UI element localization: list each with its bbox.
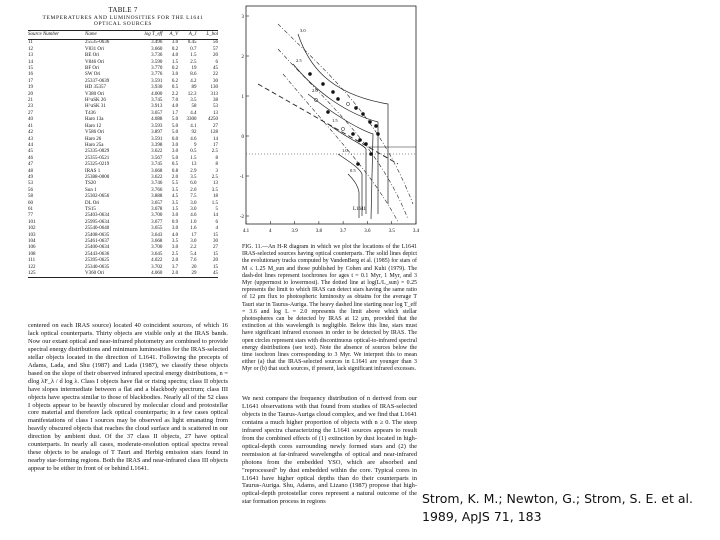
table-cell: 15 — [213, 264, 218, 270]
y-axis-ticks — [240, 15, 249, 220]
table-cell: 4.0 — [171, 53, 179, 59]
table-cell: 4.060 — [129, 271, 162, 278]
table-cell: 2.5 — [211, 174, 218, 180]
table-cell: 5.4 — [190, 251, 197, 257]
table-cell: TS20 — [85, 181, 96, 187]
plot-frame — [246, 6, 416, 224]
table-cell: 21 — [28, 98, 33, 104]
track-labels — [296, 28, 356, 173]
star-point — [346, 102, 349, 105]
table-cell: 13 — [191, 162, 197, 168]
table-cell: 125 — [28, 271, 85, 278]
table-cell: V831 Ori — [85, 46, 105, 52]
table-cell: 1.5 — [190, 53, 197, 59]
track-mass-label: 1.5 — [332, 118, 338, 123]
star-point — [308, 72, 311, 75]
table-cell: 0.2 — [171, 66, 179, 72]
x-tick-label: 3.5 — [388, 229, 395, 234]
table-cell: 46 — [28, 155, 33, 161]
table-cell: 25443-0636 — [85, 251, 110, 257]
star-point — [336, 97, 339, 100]
table-cell: 3.702 — [151, 264, 163, 270]
table-cell: 3.668 — [151, 239, 163, 244]
table-cell: 2.0 — [162, 271, 178, 278]
x-tick-label: 3.8 — [315, 229, 322, 234]
table-cell: 25400-0634 — [85, 245, 110, 251]
table-cell: 122 — [28, 264, 36, 270]
table-cell: 49 — [28, 174, 33, 180]
table-cell: 1.5 — [171, 59, 179, 65]
table-cell: 4.022 — [151, 258, 163, 264]
table-cell: 3.745 — [151, 98, 163, 104]
table-cell: 25325-0219 — [85, 162, 110, 168]
table-cell: 3.0 — [171, 213, 179, 219]
table-cell: 6.0 — [171, 136, 179, 142]
table-cell: BF Ori — [85, 66, 100, 72]
body-text-left: centered on each IRAS source) located 40 coincident sources, of which 16 lack optical counterparts. Thirty objects are visible only at the IRAS bands. Now our extant optical and near-infrared photometry are combined to provide spectral energy distributions and minimum luminosities for the IRAS-selected stellar objects located in the direction of L1641. Following the precepts of Adams, Lada, and Shu (1987) and Lada (1987), we classify these objects based on the slope of their observed infrared spectral energy distributions, n = dlog λF_λ / d log λ. Class I objects have flat or rising spectra; class II objects have slopes intermediate between a flat and a blackbody spectrum; class III objects have spectra similar to those of blackbodies. Nearly all of the 52 class I objects appear to be heavily obscured by molecular cloud and protostellar core material and therefore lack optical counterparts; in a few cases optical manifestations of class I sources may be observed as light emanating from heavily obscured objects that reaches the cloud surface and is scattered in our direction by ambient dust. Of the 37 class II objects, 27 have optical counterparts. In nearly all cases, moderate-resolution optical spectra reveal these objects to be analogs of T Tauri and Herbig emission stars found in nearby star-forming regions. Both the IRAS and near-infrared class III objects appear to be either in front of or behind L1641. — [28, 322, 228, 473]
table-cell: 4.2 — [190, 78, 197, 84]
table-cell: 1.5 — [190, 155, 197, 161]
table-cell: 20 — [191, 264, 197, 270]
table-cell: Haro 26 — [85, 136, 102, 142]
table-cell: 3.746 — [151, 181, 163, 187]
table-cell: 25403-0634 — [85, 213, 110, 219]
x-axis-ticks — [243, 221, 420, 234]
table-cell: 16 — [28, 72, 33, 78]
table-cell: 101 — [28, 219, 36, 225]
table-cell: 17 — [213, 142, 218, 148]
table-cell: 0.5 — [171, 162, 179, 168]
table-cell: 30 — [213, 239, 218, 244]
table-cell: 3.913 — [151, 104, 163, 110]
table-cell: 3.7 — [171, 264, 179, 270]
data-table-block — [28, 6, 218, 278]
table-cell: 29 — [178, 271, 196, 278]
table-cell: 11 — [28, 40, 33, 46]
table-cell: 4.0 — [171, 104, 179, 110]
table-cell: 2.9 — [190, 168, 197, 174]
table-cell: 0.7 — [190, 46, 197, 52]
track-mass-label: 2.0 — [312, 88, 318, 93]
table-cell: 0.9 — [171, 219, 179, 225]
table-cell: 15 — [213, 232, 218, 238]
table-cell: 41 — [28, 123, 33, 129]
table-cell: 3.5 — [190, 174, 197, 180]
table-cell: 13 — [213, 110, 218, 116]
table-cell: Haro 13a — [85, 117, 104, 123]
table-cell: HD 35357 — [85, 85, 107, 91]
star-point — [321, 82, 324, 85]
table-cell: H^aSK 26 — [85, 98, 106, 104]
table-header-row — [28, 31, 218, 40]
table-cell: 4.0 — [171, 232, 179, 238]
table-cell: 53 — [28, 181, 33, 187]
table-cell: 3.622 — [151, 174, 163, 180]
table-cell: 77 — [28, 213, 33, 219]
table-cell: 27 — [28, 110, 33, 116]
table-cell: 3.496 — [151, 40, 163, 46]
table-cell: 3.736 — [151, 53, 163, 59]
table-cell: 53 — [213, 104, 218, 110]
table-cell: 1.5 — [171, 206, 179, 212]
table-cell: 2.0 — [190, 187, 197, 193]
table-cell: 3.5 — [171, 187, 179, 193]
table-cell: 3.398 — [151, 142, 163, 148]
table-cell: IRAS 1 — [85, 168, 101, 174]
track-mass-label: 3.0 — [300, 28, 306, 33]
table-cell: 0.5 — [190, 149, 197, 155]
table-cell: DL Ori — [85, 200, 100, 206]
table-cell: 45 — [213, 66, 218, 72]
table-cell: 14 — [213, 136, 218, 142]
table-cell: 4.6 — [190, 213, 197, 219]
x-tick-label: 3.7 — [340, 229, 347, 234]
table-cell: 13 — [213, 181, 218, 187]
table-cell: 0.2 — [171, 46, 179, 52]
iras-detection-limit — [258, 84, 398, 164]
table-cell: 3.593 — [151, 123, 163, 129]
table-cell: 4.088 — [151, 117, 163, 123]
isochrone-line — [283, 74, 398, 222]
table-header-cell: A_V — [162, 31, 178, 40]
y-tick-label: -1 — [239, 175, 244, 180]
table-cell: 3.0 — [190, 239, 197, 244]
table-cell: 3.0 — [171, 142, 179, 148]
table-cell: 3.678 — [151, 206, 163, 212]
table-cell: 3.745 — [151, 162, 163, 168]
table-cell: 25461-0637 — [85, 239, 110, 244]
table-cell: 20 — [213, 258, 218, 264]
table-cell: 43 — [28, 136, 33, 142]
table-cell: V846 Ori — [85, 59, 105, 65]
table-body — [28, 40, 218, 278]
star-point — [374, 124, 377, 127]
star-point — [358, 138, 361, 141]
table-header-cell: L_bol — [197, 31, 218, 40]
table-cell: 5.0 — [171, 155, 179, 161]
table-cell: 5.5 — [171, 181, 179, 187]
table-cell: 4.6 — [190, 136, 197, 142]
table-cell: 25540-0640 — [85, 226, 110, 232]
table-cell: 15 — [28, 66, 33, 72]
table-cell: 27 — [213, 245, 218, 251]
table-header-cell: Name — [85, 31, 129, 40]
table-cell: 2.5 — [190, 59, 197, 65]
isochrone-line — [278, 24, 413, 204]
table-cell: 3300 — [186, 117, 197, 123]
table-cell: 2.5 — [171, 251, 179, 257]
table-cell: 8 — [215, 162, 218, 168]
table-cell: 40 — [28, 117, 33, 123]
table-cell: 3.660 — [151, 46, 163, 52]
table-cell: 23 — [28, 104, 33, 110]
table-cell: 17 — [28, 78, 33, 84]
star-point — [351, 132, 354, 135]
table-cell: 3.657 — [151, 200, 163, 206]
table-cell: BE Ori — [85, 53, 100, 59]
table-cell: 25995-0634 — [85, 219, 110, 225]
body-text-right: We next compare the frequency distribution of n derived from our L1641 observations with that found from studies of IRAS-selected objects in the Taurus-Auriga cloud complex, and we find that L1641 contains a much higher proportion of objects with n ≥ 0. The steep infrared spectra characterizing the L1641 sources appears to result from the combined effects of (1) extinction by dust located in high-optical-depth cores surrounding newly formed stars and (2) the reemission at far-infrared wavelengths of optical and near-infrared photons from the embedded YSO, which are absorbed and "reprocessed" by dust embedded within the core. Typical cores in L1641 have higher optical depths than do their counterparts in Taurus-Auriga. Shu, Adams, and Lizano (1987) propose that high-optical-depth protostellar cores represent a natural outcome of the star formation process in regions — [242, 395, 417, 506]
table-cell: 3.930 — [151, 85, 163, 91]
table-cell: 3.0 — [171, 40, 179, 46]
table-cell: SW Ori — [85, 72, 101, 78]
table-cell: 20 — [28, 91, 33, 97]
table-cell: 30 — [213, 78, 218, 84]
table-cell: 106 — [28, 245, 36, 251]
table-cell: 58 — [28, 194, 33, 200]
table-cell: 12 — [28, 46, 33, 52]
table-cell: 3.591 — [151, 136, 163, 142]
table-cell: 92 — [191, 130, 197, 136]
table-cell: 5 — [215, 206, 218, 212]
table-cell: 25302-0656 — [85, 194, 110, 200]
star-point — [326, 110, 329, 113]
table-cell: TS15 — [85, 206, 96, 212]
table-cell: 22 — [213, 72, 218, 78]
table-cell: 4250 — [208, 117, 218, 123]
table-cell: 89 — [191, 85, 197, 91]
table-cell: 3.0 — [171, 72, 179, 78]
table-cell: 1.7 — [171, 110, 179, 116]
table-cell: 2.2 — [171, 91, 179, 97]
table-cell: 25335-0029 — [85, 149, 110, 155]
star-point — [341, 127, 344, 130]
table-cell: 104 — [28, 239, 36, 244]
table-header-cell: log T_eff — [129, 31, 162, 40]
table-cell: 313 — [210, 91, 218, 97]
table-cell: Haro 12 — [85, 123, 102, 129]
table-cell: 2.5 — [211, 149, 218, 155]
table-cell: 6.2 — [171, 78, 179, 84]
table-cell: 3.888 — [151, 194, 163, 200]
table-cell: 4.4 — [190, 110, 197, 116]
table-cell: 3.0 — [171, 226, 179, 232]
table-header-cell: Source Number — [28, 31, 85, 40]
table-cell: 45 — [28, 149, 33, 155]
table-cell: 25337-0639 — [85, 78, 110, 84]
table-cell: 3.770 — [151, 66, 163, 72]
table-cell: 3.567 — [151, 155, 163, 161]
table-cell: 2.2 — [190, 245, 197, 251]
table-cell: 20 — [213, 53, 218, 59]
x-tick-label: 4.1 — [242, 229, 250, 234]
table-cell: 8 — [215, 155, 218, 161]
evolutionary-track — [293, 64, 378, 214]
citation-text: Strom, K. M.; Newton, G.; Strom, S. E. et al. 1989, ApJS 71, 183 — [422, 491, 693, 524]
table-cell: 130 — [210, 85, 218, 91]
table-cell: 12.3 — [187, 91, 197, 97]
table-cell: 6 — [215, 219, 218, 225]
table-cell: 3.677 — [151, 219, 163, 225]
table-title: TABLE 7 — [108, 6, 138, 14]
table-cell: 3.0 — [190, 206, 197, 212]
table-cell: 1.0 — [190, 219, 197, 225]
table-subtitle: TEMPERATURES AND LUMINOSITIES FOR THE L1641 OPTICAL SOURCES — [42, 15, 204, 27]
table-cell: 56 — [28, 187, 33, 193]
table-cell: 42 — [28, 130, 33, 136]
table-cell: 3.0 — [171, 245, 179, 251]
table-cell: 4 — [215, 226, 218, 232]
table-cell: 5.0 — [171, 117, 179, 123]
y-tick-label: 1 — [241, 95, 244, 100]
star-point — [361, 112, 364, 115]
table-cell: 3.643 — [151, 232, 163, 238]
x-tick-label: 4 — [269, 229, 272, 234]
table-cell: 14 — [213, 213, 218, 219]
y-tick-label: 3 — [241, 15, 244, 20]
star-point — [368, 120, 371, 123]
x-tick-label: 3.6 — [364, 229, 371, 234]
star-point — [369, 152, 372, 155]
table-cell: 5.0 — [171, 123, 179, 129]
table-cell: 3.5 — [190, 98, 197, 104]
table-cell: 18 — [213, 194, 218, 200]
table-cell: V380 Ori — [85, 91, 105, 97]
table-cell: 3.0 — [171, 149, 179, 155]
table-cell: 4.5 — [171, 194, 179, 200]
table-row — [28, 271, 218, 278]
track-mass-label: 0.5 — [350, 168, 356, 173]
table-cell: 3.0 — [190, 200, 197, 206]
table-cell: 111 — [28, 258, 36, 264]
table-cell: 2.0 — [171, 258, 179, 264]
table-cell: 5.0 — [171, 130, 179, 136]
table-cell: 15 — [213, 251, 218, 257]
table-cell: 25340-0635 — [85, 264, 110, 270]
table-cell: 61 — [28, 206, 33, 212]
table-cell: 3.700 — [151, 245, 163, 251]
hr-diagram — [238, 4, 423, 240]
track-mass-label: 2.5 — [296, 58, 302, 63]
table-cell: 17 — [191, 232, 197, 238]
table-cell: 102 — [28, 226, 36, 232]
evolutionary-track — [328, 124, 366, 214]
table-cell: 38 — [213, 98, 218, 104]
table-cell: 27 — [213, 123, 218, 129]
table-cell: 3.776 — [151, 72, 163, 78]
table-cell: T436 — [85, 110, 96, 116]
table-cell: 4.1 — [190, 123, 197, 129]
table-cell: 3 — [215, 168, 218, 174]
table-cell: 3.657 — [151, 110, 163, 116]
table-cell: 25355-0521 — [85, 155, 110, 161]
table-cell: 45 — [197, 271, 218, 278]
table-cell: 1.6 — [190, 226, 197, 232]
table-cell: 6 — [215, 59, 218, 65]
table-cell: 2.0 — [171, 174, 179, 180]
table-cell: 6.0 — [190, 181, 197, 187]
table-cell: 3.700 — [151, 213, 163, 219]
table-cell: 7.6 — [190, 258, 197, 264]
table-cell: 58 — [191, 104, 197, 110]
table-row — [28, 40, 218, 47]
table-cell: H^aSK 31 — [85, 104, 106, 110]
y-tick-label: 2 — [241, 55, 244, 60]
table-cell: V586 Ori — [85, 130, 105, 136]
table-cell: 48 — [28, 168, 33, 174]
table-cell: Haro 25a — [85, 142, 104, 148]
table-cell: 0.8 — [171, 168, 179, 174]
y-tick-label: 0 — [241, 135, 244, 140]
luminosity-table — [28, 30, 218, 278]
table-cell: 3.622 — [151, 149, 163, 155]
table-cell: 3.645 — [151, 251, 163, 257]
figure-caption: FIG. 11.—An H-R diagram in which we plot the locations of the L1641 IRAS-selected sources having optical counterparts. The solid lines depict the evolutionary tracks computed by VandenBerg et al. (1985) for stars of M ≤ 1.25 M_sun and those published by Cohen and Kuhi (1979). The dash-dot lines represent isochrones for ages t = 0.1 Myr, 1 Myr, and 3 Myr (uppermost to lowermost). The dotted line at log(L/L_sun) = 0.25 represents the limit to which IRAS can detect stars having the same ratio of 12 μm flux to photospheric luminosity as obtains for the average T Tauri star in Taurus-Auriga. The heavy dashed line starting near log T_eff = 3.6 and log L = 2.0 represents the limit above which stellar photospheres can be detected by IRAS at 12 μm, provided that the extinction at this wavelength is negligible. Below this line, stars must have significant infrared excesses in order to be detected by IRAS. The open circles represent stars with discontinuous optical-to-infrared spectral energy distributions (see text). Note the absence of sources below the time isochron lines corresponding to 3 Myr. We interpret this to mean either (a) that the IRAS-selected sources in L1641 are younger than 3 Myr or (b) that such sources, if present, lack significant infrared excesses. — [242, 244, 417, 373]
table-cell: 3.591 — [151, 78, 163, 84]
table-cell: 3.5 — [211, 187, 218, 193]
table-cell: 13 — [28, 53, 33, 59]
table-cell: 25388-0000 — [85, 174, 110, 180]
star-point — [364, 142, 367, 145]
table-cell: 19 — [191, 66, 197, 72]
star-point — [356, 162, 359, 165]
table-cell: 128 — [210, 130, 218, 136]
table-cell: 19 — [28, 85, 33, 91]
region-label: L1641 — [353, 207, 367, 212]
table-cell: 3.897 — [151, 130, 163, 136]
table-cell: 14 — [28, 59, 33, 65]
x-tick-label: 3.4 — [412, 229, 420, 234]
table-cell: 3.5 — [171, 200, 179, 206]
table-cell: 7.5 — [190, 194, 197, 200]
star-point — [354, 106, 357, 109]
table-cell: 3.766 — [151, 187, 163, 193]
table-cell: 1.5 — [211, 200, 218, 206]
table-cell: 25408-0635 — [85, 232, 110, 238]
table-cell: V360 Ori — [85, 271, 129, 278]
table-cell: 3.655 — [151, 226, 163, 232]
table-header-cell: A_J — [178, 31, 196, 40]
table-cell: 3.590 — [151, 59, 163, 65]
table-cell: 60 — [28, 200, 33, 206]
star-point — [331, 90, 334, 93]
table-cell: Sun 1 — [85, 187, 97, 193]
table-cell: 108 — [28, 251, 36, 257]
table-cell: 8.6 — [190, 72, 197, 78]
table-cell: 9 — [194, 142, 197, 148]
table-cell: 44 — [28, 142, 33, 148]
star-point — [376, 132, 379, 135]
y-tick-label: -2 — [239, 215, 244, 220]
table-cell: 47 — [28, 162, 33, 168]
x-tick-label: 3.9 — [291, 229, 298, 234]
table-cell: 25535-0636 — [85, 40, 110, 46]
table-cell: 7.0 — [171, 98, 179, 104]
table-cell: 4.000 — [151, 91, 163, 97]
table-cell: 0.5 — [171, 85, 179, 91]
table-cell: 25395-0625 — [85, 258, 110, 264]
table-cell: 0.45 — [187, 40, 197, 46]
table-cell: 57 — [213, 46, 218, 52]
table-cell: 103 — [28, 232, 36, 238]
table-cell: 3.5 — [171, 239, 179, 244]
table-cell: 56 — [213, 40, 218, 46]
table-cell: 3.668 — [151, 168, 163, 174]
track-mass-label: 1.0 — [342, 148, 348, 153]
